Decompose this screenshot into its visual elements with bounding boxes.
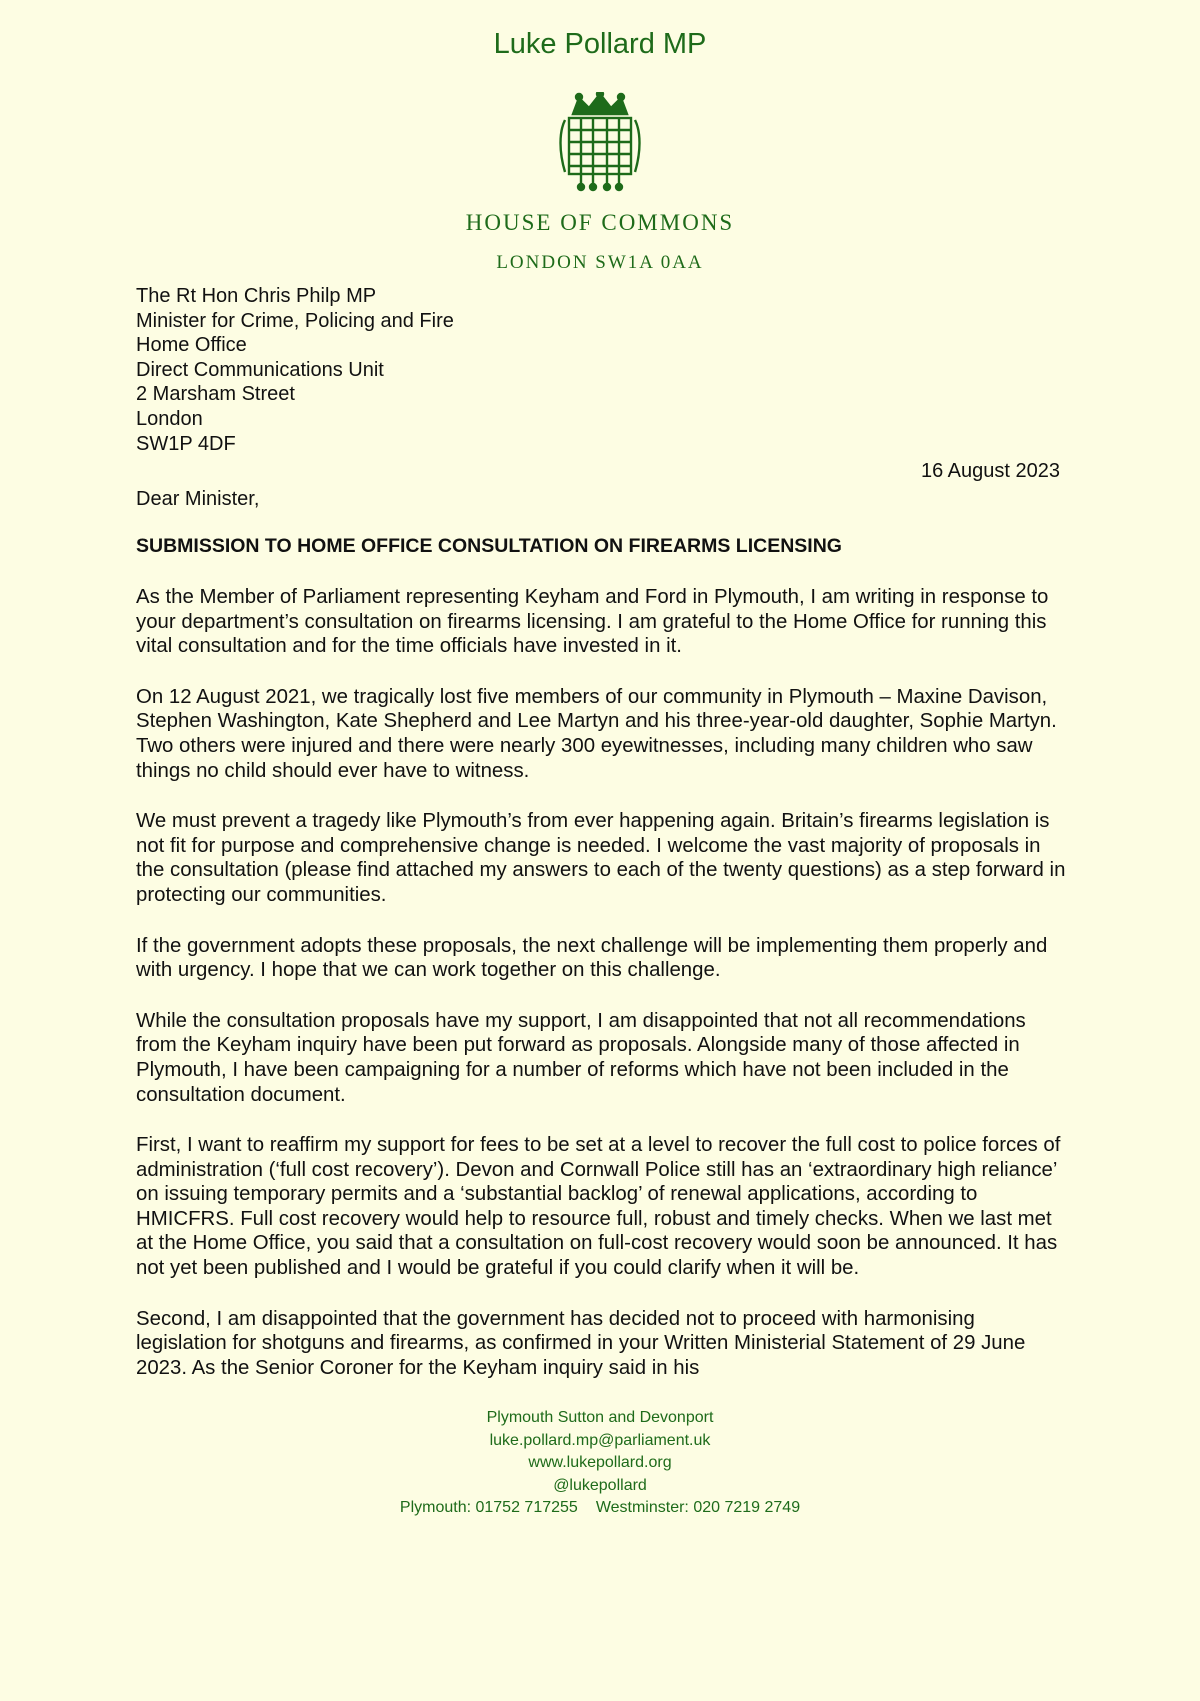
footer-phone-westminster: Westminster: 020 7219 2749 [595,1499,801,1516]
footer-website: www.lukepollard.org [528,1454,672,1471]
house-address: LONDON SW1A 0AA [496,252,704,273]
body-paragraph: On 12 August 2021, we tragically lost five members of our community in Plymouth – Maxine Davison, Stephen Washington, Kate Shepherd and Lee Martyn and his three-year-old daughter, Sophie Martyn. Two others were injured and there were nearly 300 eyewitnesses, including many children who saw things no child should ever have to witness. [136,685,1057,782]
letter-footer [0,1407,1200,1520]
recipient-line: 2 Marsham Street [136,383,295,406]
body-paragraph: Second, I am disappointed that the government has decided not to proceed with harmonising legislation for shotguns and firearms, as confirmed in your Written Ministerial Statement of 29 June 2023. As the Senior Coroner for the Keyham inquiry said in his [136,1307,1026,1379]
body-paragraph: First, I want to reaffirm my support for fees to be set at a level to recover the full cost to police forces of administration (‘full cost recovery’). Devon and Cornwall Police still has an ‘extraordinary high reliance’ on issuing temporary permits and a ‘substantial backlog’ of renewal applications, according to HMICFRS. Full cost recovery would help to resource full, robust and timely checks. When we last met at the Home Office, you said that a consultation on full-cost recovery would soon be announced. It has not yet been published and I would be grateful if you could clarify when it will be. [136,1134,1061,1280]
recipient-line: SW1P 4DF [136,432,236,455]
letter-date: 16 August 2023 [920,460,1060,482]
recipient-line: Direct Communications Unit [136,358,384,381]
recipient-line: London [136,407,203,430]
letter-body [136,585,1066,1406]
recipient-address [136,284,454,456]
footer-phones [0,1497,1200,1520]
recipient-line: Minister for Crime, Policing and Fire [136,309,454,332]
subject-line: SUBMISSION TO HOME OFFICE CONSULTATION ON FIREARMS LICENSING [136,535,842,557]
body-paragraph: If the government adopts these proposals, the next challenge will be implementing them properly and with urgency. I hope that we can work together on this challenge. [136,934,1048,982]
footer-handle: @lukepollard [553,1476,647,1494]
body-paragraph: We must prevent a tragedy like Plymouth’s from ever happening again. Britain’s firearms legislation is not fit for purpose and comprehensive change is needed. I welcome the vast majority of proposals in the consultation (please find attached my answers to each of the twenty questions) as a step forward in protecting our communities. [136,810,1066,906]
recipient-line: The Rt Hon Chris Philp MP [136,285,377,307]
house-of-commons-heading: HOUSE OF COMMONS [465,210,735,235]
body-paragraph: While the consultation proposals have my support, I am disappointed that not all recommendations from the Keyham inquiry have been put forward as proposals. Alongside many of those affected in Plymouth, I have been campaigning for a number of reforms which have not been included in the consultation document. [136,1009,1026,1106]
footer-email: luke.pollard.mp@parliament.uk [489,1431,711,1449]
footer-constituency: Plymouth Sutton and Devonport [486,1409,714,1426]
body-paragraph: As the Member of Parliament representing Keyham and Ford in Plymouth, I am writing in response to your department’s consultation on firearms licensing. I am grateful to the Home Office for running this vital consultation and for the time officials have invested in it. [136,586,1049,658]
mp-name: Luke Pollard MP [493,28,707,60]
footer-phone-plymouth: Plymouth: 01752 717255 [399,1499,578,1516]
recipient-line: Home Office [136,334,247,357]
salutation: Dear Minister, [136,488,260,510]
portcullis-icon [555,92,645,192]
